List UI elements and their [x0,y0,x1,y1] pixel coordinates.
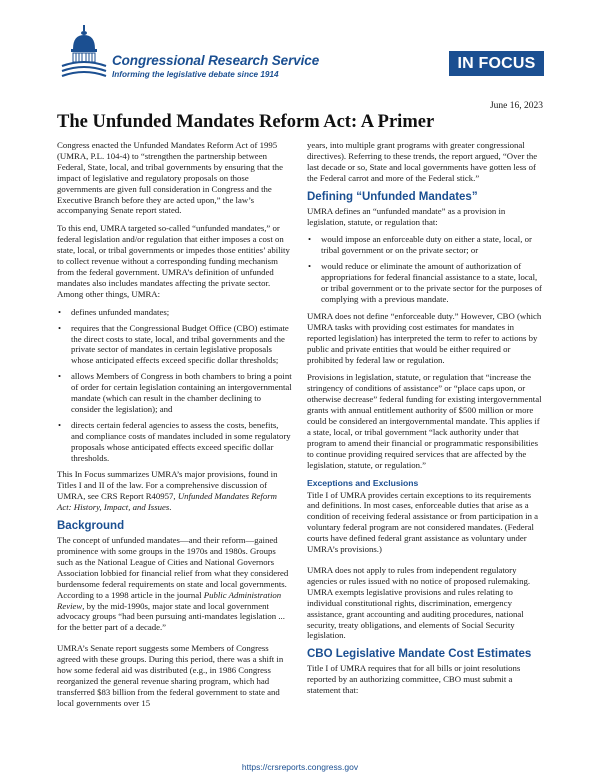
subsection-heading-exceptions: Exceptions and Exclusions [307,477,419,488]
org-name: Congressional Research Service [112,53,320,68]
bullet-list [307,234,542,304]
section-heading-background: Background [57,520,125,533]
bullet-icon: • [308,261,312,272]
bullet-list [57,307,292,464]
list-item: • requires that the Congressional Budget Office (CBO) estimate the direct costs to state, local, and tribal governments and the private sector of mandates in certain legislative proposals whose anticipated effects exceed specific dollar thresholds; [58,322,289,366]
page-title: The Unfunded Mandates Reform Act: A Primer [57,112,435,132]
paragraph: UMRA does not apply to rules from independent regulatory agencies or rules issued with no notice of proposed rulemaking. UMRA exempts legislative provisions and rules relating to individual constitutional rights, discrimination, emergency assistance, grant accounting and auditing procedures, national security, treaty obligations, and elements of Social Security legislation. [307,565,531,641]
paragraph: Congress enacted the Unfunded Mandates Reform Act of 1995 (UMRA, P.L. 104-4) to “strengthen the partnership between Federal, State, local, and tribal governments by ensuring that the impact of legislative and regulatory proposals on those governments are given full consideration in Congress and the Executive Branch before they are acted upon,” the law’s accompanying Senate report stated. [57,140,283,216]
list-item: • directs certain federal agencies to assess the costs, benefits, and compliance costs of mandates included in some regulatory proposals whose anticipated effects exceed specific dollar thresholds. [58,419,291,463]
section-heading-defining: Defining “Unfunded Mandates” [307,190,478,203]
paragraph: Provisions in legislation, statute, or regulation that “increase the stringency of conditions of assistance” or “place caps upon, or otherwise decrease” federal funding for existing intergovernmental grants with annual entitlement authority of $500 million or more could be considered an intergovernmental mandate. This applies if a state, local, or tribal government “lack authority under that program to amend their financial or programmatic responsibilities to continue providing required services that are affected by the legislation, statute, or regulation.” [307,372,542,470]
list-item: • allows Members of Congress in both chambers to bring a point of order for certain legislation containing an intergovernmental mandate (which can result in the chamber declining to consider the legislation); and [58,371,292,414]
right-column [307,140,542,703]
bullet-icon: • [308,234,312,245]
paragraph: The concept of unfunded mandates—and their reform—gained prominence with some groups in the 1970s and 1980s. Groups such as the National League of Cities and National Governors Association lobbied for financial relief from what they considered burdensome federal requirements on state and local governments. According to a 1998 article in the journal Public Administration Review, by the mid-1990s, major state and local government advocacy groups “had been pursuing anti-mandates legislation ... for the better part of a decade.” [57,535,289,633]
paragraph: UMRA does not define “enforceable duty.” However, CBO (which UMRA tasks with providing cost estimates for mandates in reported legislation) has interpreted the term to refer to actions by public and private entities that would be either required or prohibited by federal law or regulation. [307,310,542,365]
section-heading-cbo: CBO Legislative Mandate Cost Estimates [307,648,532,661]
paragraph: Title I of UMRA provides certain exceptions to its requirements and definitions. In most cases, enforceable duties that arise as a condition of receiving federal assistance or from participation in a voluntary federal program are not considered mandates. (Federal courts have defined federal grant assistance as voluntary under UMRA’s provisions.) [307,489,539,555]
paragraph: Title I of UMRA requires that for all bills or joint resolutions reported by an authorizing committee, CBO must submit a statement that: [307,663,521,696]
bullet-icon: • [58,419,62,430]
header [0,0,600,92]
bullet-icon: • [58,371,62,382]
bullet-icon: • [58,322,62,333]
in-focus-badge: IN FOCUS [449,51,544,76]
list-item: • would reduce or eliminate the amount of authorization of appropriations for federal financial assistance to a state, local, or tribal government or to the private sector for the purposes of complying with a previous mandate. [308,261,542,304]
paragraph: UMRA defines an “unfunded mandate” as a provision in legislation, statute, or regulation that: [307,205,506,227]
paragraph: years, into multiple grant programs with greater congressional directives). Referring to these trends, the report argued, “Over the last decade or so, State and local governments have gotten less of the Federal carrot and more of the Federal stick.” [307,140,538,183]
paragraph: This In Focus summarizes UMRA’s major provisions, found in Titles I and II of the law. For a comprehensive discussion of UMRA, see CRS Report R40957, Unfunded Mandates Reform Act: History, Impact, and Issues. [57,469,278,513]
footer-url[interactable]: https://crsreports.congress.gov [241,762,359,772]
left-column [57,140,292,716]
publication-date: June 16, 2023 [489,101,543,111]
tagline: Informing the legislative debate since 1914 [112,70,279,79]
paragraph: To this end, UMRA targeted so-called “unfunded mandates,” or federal legislation and/or regulation that either imposes a cost on state, local, or tribal governments or impedes those entities’ ability to collect revenue without a corresponding funding mechanism from the federal government. UMRA’s definition of unfunded mandates also includes mandates affecting the private sector. Among other things, UMRA: [57,223,290,299]
list-item: • would impose an enforceable duty on either a state, local, or tribal government or on the private sector; or [308,234,532,256]
capitol-dome-icon [60,22,108,82]
bullet-icon: • [58,306,62,317]
journal-title: Public Administration Review [57,589,282,611]
report-title-link[interactable]: Unfunded Mandates Reform Act: History, Impact, and Issues [57,491,277,513]
list-item: • defines unfunded mandates; [58,306,170,317]
paragraph: UMRA’s Senate report suggests some Members of Congress agreed with these groups. During this period, there was a shift in how some federal aid was distributed (e.g., in 1986 Congress reorganized the general revenue sharing program, which had transferred $83 billion from the federal government to state and local governments over 15 [57,643,284,708]
